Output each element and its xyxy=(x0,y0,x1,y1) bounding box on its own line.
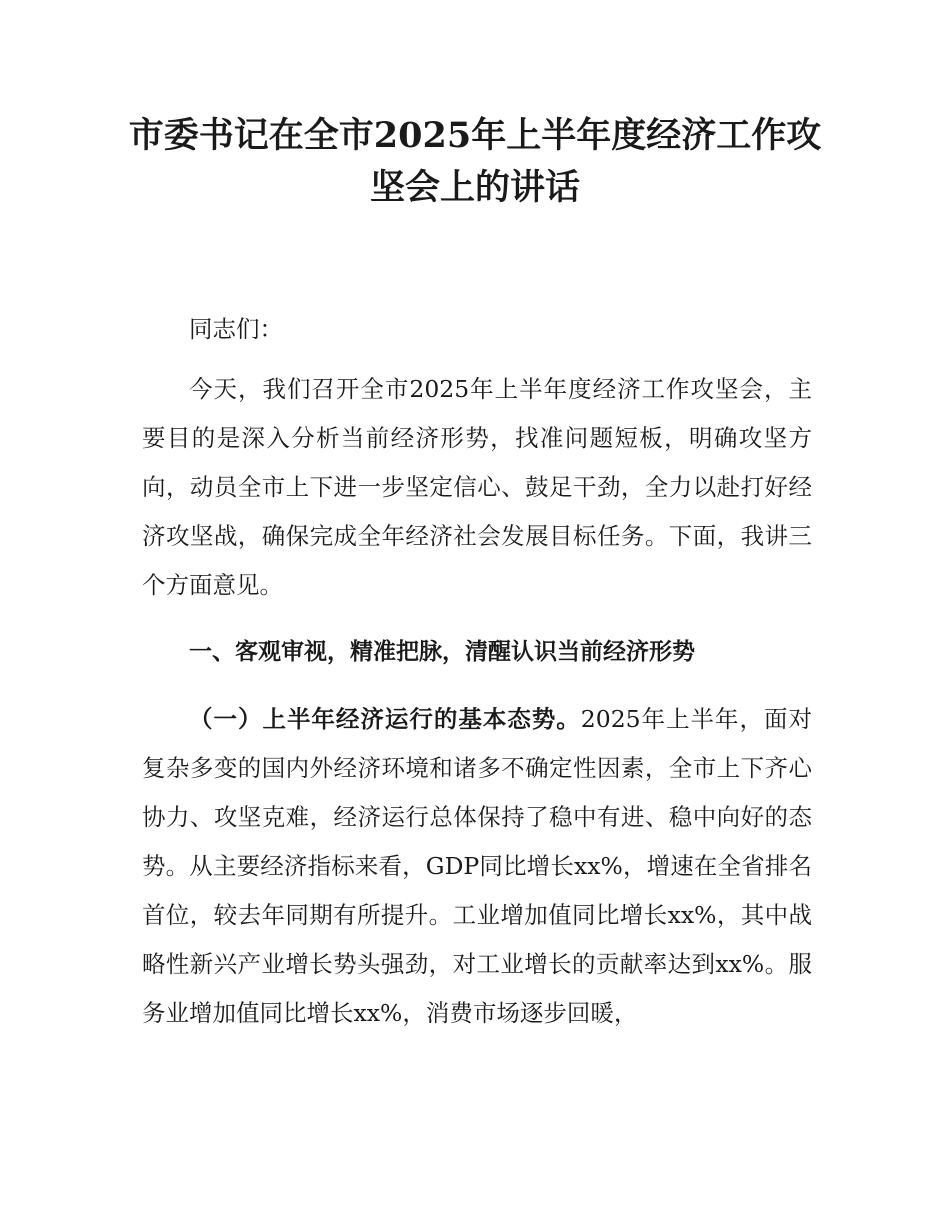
section-heading-1: 一、客观审视，精准把脉，清醒认识当前经济形势 xyxy=(189,639,695,665)
subsection-paragraph-1 xyxy=(142,695,812,1038)
document-title xyxy=(100,110,850,214)
subsection-text-1: 2025年上半年，面对复杂多变的国内外经济环境和诸多不确定性因素，全市上下齐心协力、攻坚克难，经济运行总体保持了稳中有进、稳中向好的态势。从主要经济指标来看，GDP同比增长xx%，增速在全省排名首位，较去年同期有所提升。工业增加值同比增长xx%，其中战略性新兴产业增长势头强劲，对工业增长的贡献率达到xx%。服务业增加值同比增长xx%，消费市场逐步回暖， xyxy=(142,705,813,1027)
salutation: 同志们： xyxy=(189,315,283,343)
subsection-heading-1: （一）上半年经济运行的基本态势。 xyxy=(189,705,581,733)
intro-paragraph: 今天，我们召开全市2025年上半年度经济工作攻坚会，主要目的是深入分析当前经济形势，找准问题短板，明确攻坚方向，动员全市上下进一步坚定信心、鼓足干劲，全力以赴打好经济攻坚战，确保完成全年经济社会发展目标任务。下面，我讲三个方面意见。 xyxy=(142,375,812,599)
title-line-2: 坚会上的讲话 xyxy=(369,167,580,208)
title-line-1: 市委书记在全市2025年上半年度经济工作攻 xyxy=(128,115,822,156)
